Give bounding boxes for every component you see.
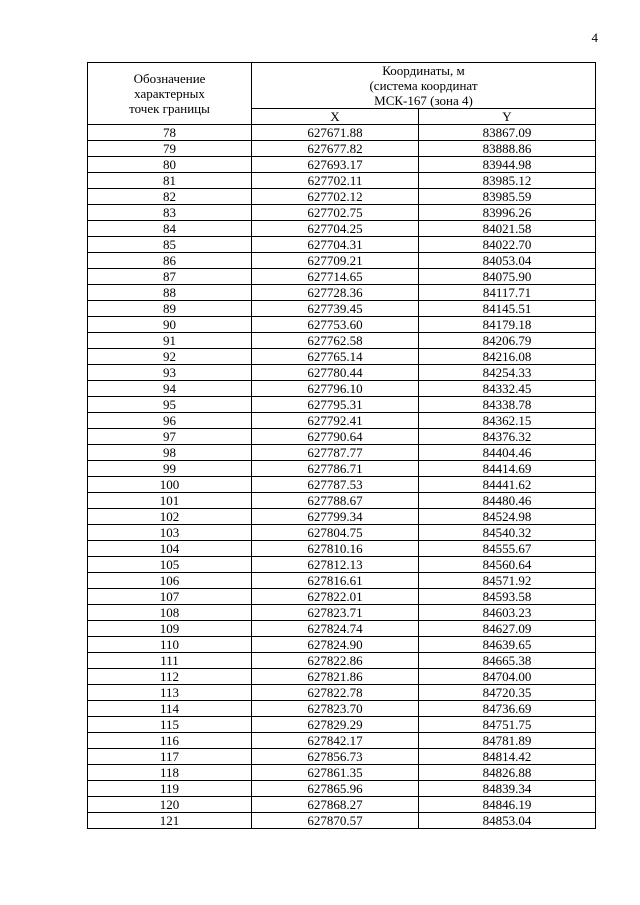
point-number-cell: 93	[88, 365, 252, 381]
table-row	[88, 541, 596, 557]
table-row	[88, 157, 596, 173]
table-row	[88, 333, 596, 349]
y-coordinate-cell: 84145.51	[419, 301, 596, 317]
table-row	[88, 317, 596, 333]
y-coordinate-cell: 83996.26	[419, 205, 596, 221]
x-coordinate-cell: 627786.71	[252, 461, 419, 477]
table-row	[88, 429, 596, 445]
y-coordinate-cell: 83985.59	[419, 189, 596, 205]
x-coordinate-cell: 627824.90	[252, 637, 419, 653]
x-coordinate-cell: 627704.25	[252, 221, 419, 237]
y-coordinate-cell: 84603.23	[419, 605, 596, 621]
y-coordinate-cell: 84781.89	[419, 733, 596, 749]
point-number-cell: 100	[88, 477, 252, 493]
table-row	[88, 637, 596, 653]
y-coordinate-cell: 84524.98	[419, 509, 596, 525]
table-row	[88, 461, 596, 477]
y-coordinate-cell: 84665.38	[419, 653, 596, 669]
y-coordinate-cell: 83944.98	[419, 157, 596, 173]
point-number-cell: 114	[88, 701, 252, 717]
x-coordinate-cell: 627709.21	[252, 253, 419, 269]
table-row	[88, 653, 596, 669]
point-number-cell: 121	[88, 813, 252, 829]
y-coordinate-cell: 84021.58	[419, 221, 596, 237]
coordinates-column-header	[252, 63, 596, 109]
table-row	[88, 589, 596, 605]
points-header-line: точек границы	[129, 101, 210, 116]
table-row	[88, 765, 596, 781]
y-coordinate-cell: 84593.58	[419, 589, 596, 605]
x-coordinate-cell: 627812.13	[252, 557, 419, 573]
y-coordinate-cell: 83867.09	[419, 125, 596, 141]
y-coordinate-cell: 84216.08	[419, 349, 596, 365]
x-coordinate-cell: 627671.88	[252, 125, 419, 141]
y-coordinate-cell: 84571.92	[419, 573, 596, 589]
point-number-cell: 87	[88, 269, 252, 285]
x-coordinate-cell: 627790.64	[252, 429, 419, 445]
y-coordinate-cell: 84704.00	[419, 669, 596, 685]
y-coordinate-cell: 84332.45	[419, 381, 596, 397]
x-coordinate-cell: 627796.10	[252, 381, 419, 397]
point-number-cell: 111	[88, 653, 252, 669]
x-coordinate-cell: 627795.31	[252, 397, 419, 413]
table-row	[88, 493, 596, 509]
point-number-cell: 118	[88, 765, 252, 781]
table-body	[88, 125, 596, 829]
point-number-cell: 88	[88, 285, 252, 301]
x-coordinate-cell: 627823.70	[252, 701, 419, 717]
x-coordinate-cell: 627821.86	[252, 669, 419, 685]
y-coordinate-cell: 84814.42	[419, 749, 596, 765]
x-coordinate-cell: 627765.14	[252, 349, 419, 365]
point-number-cell: 109	[88, 621, 252, 637]
x-coordinate-cell: 627702.12	[252, 189, 419, 205]
x-coordinate-cell: 627824.74	[252, 621, 419, 637]
x-coordinate-cell: 627822.86	[252, 653, 419, 669]
point-number-cell: 119	[88, 781, 252, 797]
x-coordinate-cell: 627693.17	[252, 157, 419, 173]
coords-header-line: (система координат	[369, 78, 478, 93]
y-coordinate-cell: 84441.62	[419, 477, 596, 493]
y-coordinate-cell: 83985.12	[419, 173, 596, 189]
point-number-cell: 108	[88, 605, 252, 621]
point-number-cell: 89	[88, 301, 252, 317]
y-coordinate-cell: 84376.32	[419, 429, 596, 445]
table-row	[88, 573, 596, 589]
y-coordinate-cell: 84362.15	[419, 413, 596, 429]
point-number-cell: 78	[88, 125, 252, 141]
table-row	[88, 397, 596, 413]
table-row	[88, 269, 596, 285]
table-row	[88, 253, 596, 269]
y-coordinate-cell: 84627.09	[419, 621, 596, 637]
x-coordinate-cell: 627787.53	[252, 477, 419, 493]
y-coordinate-cell: 84560.64	[419, 557, 596, 573]
table-row	[88, 301, 596, 317]
table-row	[88, 205, 596, 221]
point-number-cell: 83	[88, 205, 252, 221]
y-coordinate-cell: 84022.70	[419, 237, 596, 253]
point-number-cell: 115	[88, 717, 252, 733]
table-row	[88, 221, 596, 237]
x-coordinate-cell: 627780.44	[252, 365, 419, 381]
y-coordinate-cell: 84254.33	[419, 365, 596, 381]
table-row	[88, 141, 596, 157]
point-number-cell: 120	[88, 797, 252, 813]
y-coordinate-cell: 84839.34	[419, 781, 596, 797]
point-number-cell: 85	[88, 237, 252, 253]
point-number-cell: 116	[88, 733, 252, 749]
x-coordinate-cell: 627816.61	[252, 573, 419, 589]
point-number-cell: 94	[88, 381, 252, 397]
x-column-header: X	[252, 109, 419, 125]
coords-header-line: МСК-167 (зона 4)	[374, 93, 473, 108]
x-coordinate-cell: 627804.75	[252, 525, 419, 541]
x-coordinate-cell: 627702.75	[252, 205, 419, 221]
table-header	[88, 63, 596, 125]
y-coordinate-cell: 84639.65	[419, 637, 596, 653]
table-row	[88, 813, 596, 829]
table-row	[88, 621, 596, 637]
table-row	[88, 381, 596, 397]
table-row	[88, 285, 596, 301]
point-number-cell: 96	[88, 413, 252, 429]
point-number-cell: 102	[88, 509, 252, 525]
y-column-header: Y	[419, 109, 596, 125]
x-coordinate-cell: 627792.41	[252, 413, 419, 429]
y-coordinate-cell: 84414.69	[419, 461, 596, 477]
y-coordinate-cell: 84555.67	[419, 541, 596, 557]
point-number-cell: 105	[88, 557, 252, 573]
point-number-cell: 90	[88, 317, 252, 333]
point-number-cell: 95	[88, 397, 252, 413]
x-coordinate-cell: 627870.57	[252, 813, 419, 829]
x-coordinate-cell: 627856.73	[252, 749, 419, 765]
table-row	[88, 509, 596, 525]
table-row	[88, 365, 596, 381]
y-coordinate-cell: 83888.86	[419, 141, 596, 157]
points-header-line: характерных	[134, 86, 205, 101]
x-coordinate-cell: 627788.67	[252, 493, 419, 509]
table-row	[88, 717, 596, 733]
point-number-cell: 106	[88, 573, 252, 589]
table-row	[88, 445, 596, 461]
y-coordinate-cell: 84736.69	[419, 701, 596, 717]
point-number-cell: 113	[88, 685, 252, 701]
x-coordinate-cell: 627861.35	[252, 765, 419, 781]
point-number-cell: 98	[88, 445, 252, 461]
point-number-cell: 79	[88, 141, 252, 157]
point-number-cell: 104	[88, 541, 252, 557]
points-header-line: Обозначение	[133, 71, 206, 86]
table-row	[88, 413, 596, 429]
y-coordinate-cell: 84540.32	[419, 525, 596, 541]
table-row	[88, 669, 596, 685]
table-row	[88, 237, 596, 253]
x-coordinate-cell: 627823.71	[252, 605, 419, 621]
point-number-cell: 103	[88, 525, 252, 541]
table-row	[88, 349, 596, 365]
y-coordinate-cell: 84075.90	[419, 269, 596, 285]
point-number-cell: 92	[88, 349, 252, 365]
x-coordinate-cell: 627702.11	[252, 173, 419, 189]
point-number-cell: 84	[88, 221, 252, 237]
x-coordinate-cell: 627762.58	[252, 333, 419, 349]
x-coordinate-cell: 627842.17	[252, 733, 419, 749]
table-row	[88, 125, 596, 141]
y-coordinate-cell: 84853.04	[419, 813, 596, 829]
point-number-cell: 82	[88, 189, 252, 205]
x-coordinate-cell: 627728.36	[252, 285, 419, 301]
y-coordinate-cell: 84404.46	[419, 445, 596, 461]
coordinates-table	[87, 62, 596, 829]
table-row	[88, 685, 596, 701]
x-coordinate-cell: 627704.31	[252, 237, 419, 253]
table-row	[88, 781, 596, 797]
y-coordinate-cell: 84179.18	[419, 317, 596, 333]
table-row	[88, 189, 596, 205]
x-coordinate-cell: 627865.96	[252, 781, 419, 797]
y-coordinate-cell: 84480.46	[419, 493, 596, 509]
coords-header-line: Координаты, м	[382, 63, 465, 78]
x-coordinate-cell: 627868.27	[252, 797, 419, 813]
table-row	[88, 733, 596, 749]
point-number-cell: 86	[88, 253, 252, 269]
point-number-cell: 80	[88, 157, 252, 173]
point-number-cell: 110	[88, 637, 252, 653]
point-number-cell: 101	[88, 493, 252, 509]
page-number: 4	[591, 30, 598, 45]
point-number-cell: 97	[88, 429, 252, 445]
x-coordinate-cell: 627829.29	[252, 717, 419, 733]
x-coordinate-cell: 627822.01	[252, 589, 419, 605]
y-coordinate-cell: 84206.79	[419, 333, 596, 349]
table-row	[88, 525, 596, 541]
y-coordinate-cell: 84846.19	[419, 797, 596, 813]
table-row	[88, 557, 596, 573]
x-coordinate-cell: 627739.45	[252, 301, 419, 317]
points-column-header	[88, 63, 252, 125]
table-row	[88, 701, 596, 717]
point-number-cell: 81	[88, 173, 252, 189]
table-row	[88, 797, 596, 813]
x-coordinate-cell: 627822.78	[252, 685, 419, 701]
x-coordinate-cell: 627810.16	[252, 541, 419, 557]
point-number-cell: 99	[88, 461, 252, 477]
x-coordinate-cell: 627753.60	[252, 317, 419, 333]
x-coordinate-cell: 627677.82	[252, 141, 419, 157]
y-coordinate-cell: 84751.75	[419, 717, 596, 733]
table-row	[88, 605, 596, 621]
point-number-cell: 117	[88, 749, 252, 765]
y-coordinate-cell: 84720.35	[419, 685, 596, 701]
x-coordinate-cell: 627714.65	[252, 269, 419, 285]
y-coordinate-cell: 84053.04	[419, 253, 596, 269]
point-number-cell: 91	[88, 333, 252, 349]
x-coordinate-cell: 627787.77	[252, 445, 419, 461]
x-coordinate-cell: 627799.34	[252, 509, 419, 525]
y-coordinate-cell: 84117.71	[419, 285, 596, 301]
y-coordinate-cell: 84826.88	[419, 765, 596, 781]
table-row	[88, 749, 596, 765]
table-row	[88, 477, 596, 493]
point-number-cell: 112	[88, 669, 252, 685]
table-row	[88, 173, 596, 189]
y-coordinate-cell: 84338.78	[419, 397, 596, 413]
point-number-cell: 107	[88, 589, 252, 605]
